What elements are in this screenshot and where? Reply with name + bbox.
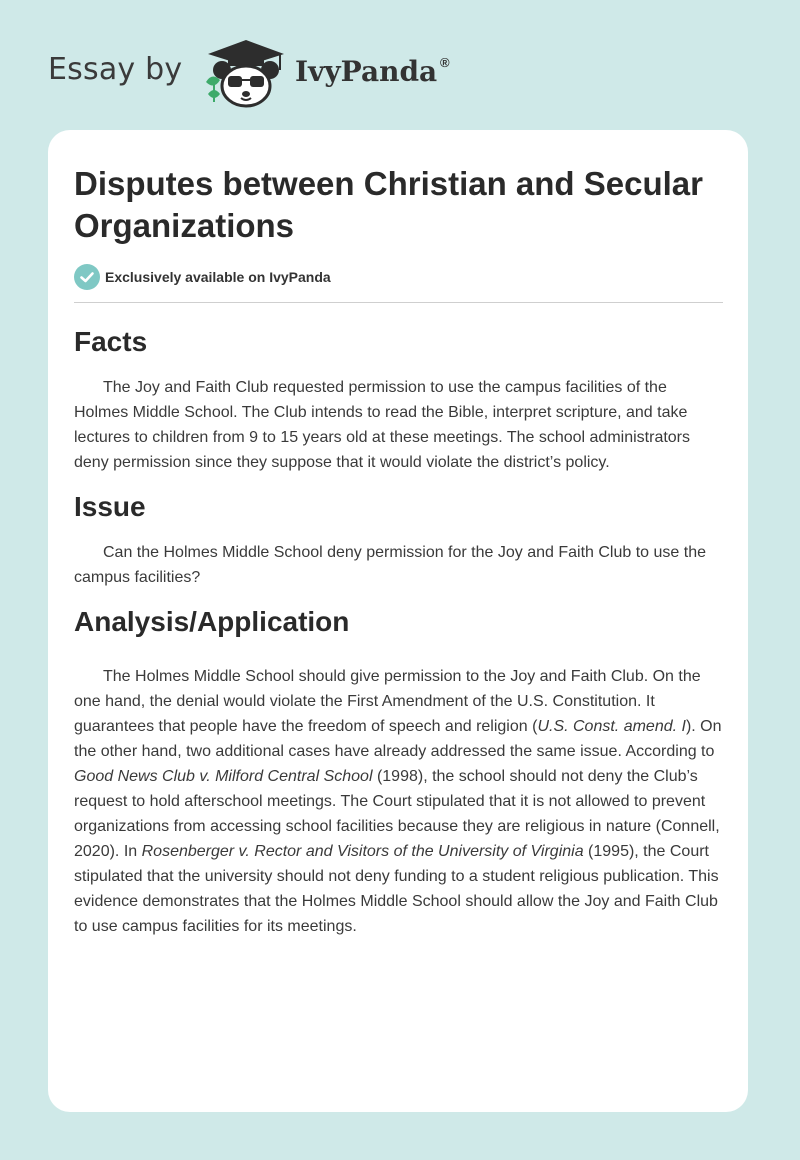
case-good-news-club: Good News Club v. Milford Central School	[74, 768, 373, 785]
citation-constitution: U.S. Const. amend. I	[537, 718, 686, 735]
section-text-issue: Can the Holmes Middle School deny permission for the Joy and Faith Club to use the campus facilities?	[74, 544, 706, 586]
section-heading-facts: Facts	[74, 326, 148, 357]
divider	[74, 302, 723, 303]
panda-logo-icon[interactable]	[198, 36, 294, 108]
site-header	[0, 0, 800, 130]
badge-text: Exclusively available on IvyPanda	[105, 269, 331, 285]
analysis-text-4: (1995), the Court stipulated that the university should not deny funding to a student religious publication. This evidence demonstrates that the Holmes Middle School should allow the Joy and Faith Club to use campus facilities for its meetings.	[74, 843, 719, 935]
exclusive-badge	[74, 264, 331, 290]
brand-prefix: Essay by	[48, 52, 183, 87]
section-heading-analysis: Analysis/Application	[74, 606, 350, 637]
essay-card	[48, 130, 748, 1112]
case-rosenberger: Rosenberger v. Rector and Visitors of the University of Virginia	[141, 843, 584, 860]
checkmark-icon	[74, 264, 100, 290]
brand-name[interactable]: IvyPanda	[295, 55, 438, 88]
analysis-text-2: ). On the other hand, two additional cases have already addressed the same issue. According to	[74, 718, 722, 760]
section-text-facts: The Joy and Faith Club requested permission to use the campus facilities of the Holmes Middle School. The Club intends to read the Bible, interpret scripture, and take lectures to children from 9 to 15 years old at these meetings. The school administrators deny permission since they suppose that it would violate the district’s policy.	[74, 379, 691, 471]
analysis-text-1: The Holmes Middle School should give permission to the Joy and Faith Club. On the one hand, the denial would violate the First Amendment of the U.S. Constitution. It guarantees that people have the freedom of speech and religion (	[74, 668, 701, 735]
brand-registered-mark: ®	[440, 55, 450, 70]
section-text-analysis	[74, 664, 724, 939]
analysis-text-3: (1998), the school should not deny the Club’s request to hold afterschool meetings. The Court stipulated that it is not allowed to prevent organizations from accessing school facilities because they are religious in nature (Connell, 2020). In	[74, 768, 720, 860]
section-heading-issue: Issue	[74, 491, 146, 522]
page-title: Disputes between Christian and Secular Organizations	[74, 165, 703, 244]
essay-body	[74, 320, 724, 939]
